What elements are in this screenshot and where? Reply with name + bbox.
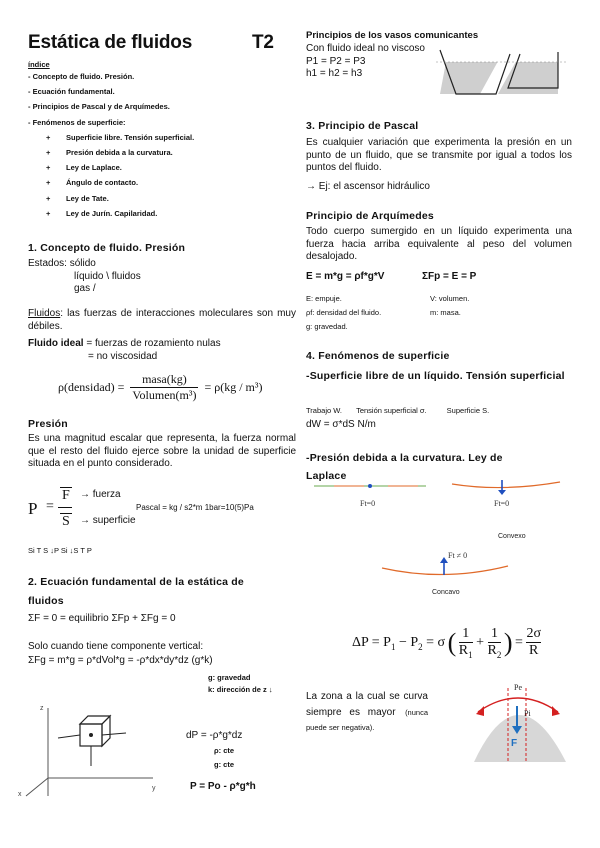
volume-element-diagram xyxy=(18,700,168,798)
archimedes-eq-sum: ΣFp = E = P xyxy=(422,271,477,282)
index-heading: índice xyxy=(28,60,50,69)
index-item: - Fenómenos de superficie: xyxy=(28,117,126,127)
section-4-heading: 4. Fenómenos de superficie xyxy=(306,350,450,362)
work-eq: dW = σ*dS N/m xyxy=(306,419,376,430)
dome-pressure-diagram xyxy=(466,682,576,764)
equilibrium-eq: ΣF = 0 = equilibrio ΣFp + ΣFg = 0 xyxy=(28,613,176,624)
laplace-heading-cont: Laplace xyxy=(306,470,347,482)
index-subitem: + Ley de Laplace. xyxy=(46,163,122,173)
archimedes-defs: E: empuje. ρf: densidad del fluido. g: gravedad. xyxy=(306,294,382,331)
index-item: - Ecuación fundamental. xyxy=(28,87,115,97)
gravity-note: g: gravedad xyxy=(208,673,251,682)
flat-surface-label: Ft=0 xyxy=(360,499,376,508)
index-subitem: + Presión debida a la curvatura. xyxy=(46,148,173,158)
vertical-component-note: Solo cuando tiene componente vertical: xyxy=(28,641,204,652)
vasos-text: Con fluido ideal no viscoso P1 = P2 = P3 h1 = h2 = h3 xyxy=(306,43,425,80)
laplace-heading: -Presión debida a la curvatura. Ley de xyxy=(306,452,503,464)
index-list xyxy=(28,69,298,130)
section-3-heading: 3. Principio de Pascal xyxy=(306,120,419,132)
hydrostatic-eq: P = Po - ρ*g*h xyxy=(190,781,256,792)
density-formula: ρ(densidad) = masa(kg) Volumen(m³) = ρ(kg / m³) xyxy=(58,372,263,402)
index-item: - Concepto de fluido. Presión. xyxy=(28,72,135,81)
internal-pressure-label: Pi xyxy=(524,709,531,718)
pascal-text: Es cualquier variación que experimenta la presión en un punto de un fluido, que se transmite por igual a todos los puntos del fluido. xyxy=(306,137,572,174)
axis-x-label: x xyxy=(18,791,22,798)
fluido-ideal: Fluido ideal = fuerzas de rozamiento nulas = no viscosidad xyxy=(28,338,221,362)
archimedes-heading: Principio de Arquímedes xyxy=(306,210,434,222)
dp-eq: dP = -ρ*g*dz xyxy=(186,730,243,741)
fluidos-definition: Fluidos: las fuerzas de interacciones moleculares son muy débiles. xyxy=(28,308,296,332)
convex-label: Convexo xyxy=(498,533,526,538)
pressure-relation: Si T S ↓P Si ↓S T P xyxy=(28,546,92,555)
force-label: F xyxy=(511,738,518,749)
index-section xyxy=(28,60,298,221)
pressure-formula: P = F S → fuerza → superficie Pascal = kg / s2*m 1bar=10(5)Pa xyxy=(28,488,254,529)
presion-text: Es una magnitud escalar que representa, la fuerza normal que el resto del fluido ejerce sobre la unidad de superficie situada en el punto considerado. xyxy=(28,433,296,470)
section-2-heading: 2. Ecuación fundamental de la estática de xyxy=(28,576,244,588)
g-cte: g: cte xyxy=(214,760,235,769)
gravity-force-eq: ΣFg = m*g = ρ*dVol*g = -ρ*dx*dy*dz (g*k) xyxy=(28,655,213,666)
topic-tag: T2 xyxy=(252,32,274,53)
laplace-formula: $\Delta P = P_1 - P_2 = \sigma$ ( $\frac{1}{R_1}$ + $\frac{1}{R_2}$ ) = $\frac{2\sigma}{R}$ xyxy=(352,626,541,660)
archimedes-eq: E = m*g = ρf*g*V xyxy=(306,271,385,282)
concave-force-label: Ft ≠ 0 xyxy=(448,551,468,560)
rho-cte: ρ: cte xyxy=(214,746,235,755)
section-1-heading: 1. Concepto de fluido. Presión xyxy=(28,242,186,254)
index-subitem: + Ley de Tate. xyxy=(46,193,109,203)
index-subitem: + Ley de Jurín. Capilaridad. xyxy=(46,208,158,218)
concave-diagram xyxy=(370,548,520,602)
section-2-heading-cont: fluidos xyxy=(28,595,64,607)
convex-force-label: Ft=0 xyxy=(494,499,510,508)
curvature-note: La zona a la cual se curva siempre es mayor (nunca puede ser negativa). xyxy=(306,691,428,732)
index-item: - Principios de Pascal y de Arquímedes. xyxy=(28,102,170,112)
states-list: Estados: sólido líquido \ fluidos gas / xyxy=(28,258,141,295)
communicating-vessels-diagram xyxy=(432,48,572,104)
index-subitem: + Ángulo de contacto. xyxy=(46,178,139,188)
index-subitem: + Superficie libre. Tensión superficial. xyxy=(46,132,195,142)
archimedes-text: Todo cuerpo sumergido en un líquido experimenta una fuerza hacia arriba equivalente al peso del volumen desalojado. xyxy=(306,226,572,263)
curvature-diagrams xyxy=(306,478,576,538)
external-pressure-label: Pe xyxy=(514,683,522,692)
axis-z-label: z xyxy=(40,705,44,712)
vasos-heading: Principios de los vasos comunicantes xyxy=(306,30,479,41)
direction-note: k: dirección de z ↓ xyxy=(208,685,273,694)
axis-y-label: y xyxy=(152,785,156,792)
presion-heading: Presión xyxy=(28,418,68,430)
archimedes-defs-2: V: volumen. m: masa. xyxy=(430,294,470,317)
pascal-example: → Ej: el ascensor hidráulico xyxy=(306,181,430,192)
page-title: Estática de fluidos xyxy=(28,32,193,53)
surface-terms: Trabajo W. Tensión superficial σ. Superficie S. xyxy=(306,406,490,415)
index-sublist xyxy=(28,130,298,221)
concave-label: Concavo xyxy=(432,589,460,596)
surface-tension-heading: -Superficie libre de un líquido. Tensión superficial xyxy=(306,370,565,382)
